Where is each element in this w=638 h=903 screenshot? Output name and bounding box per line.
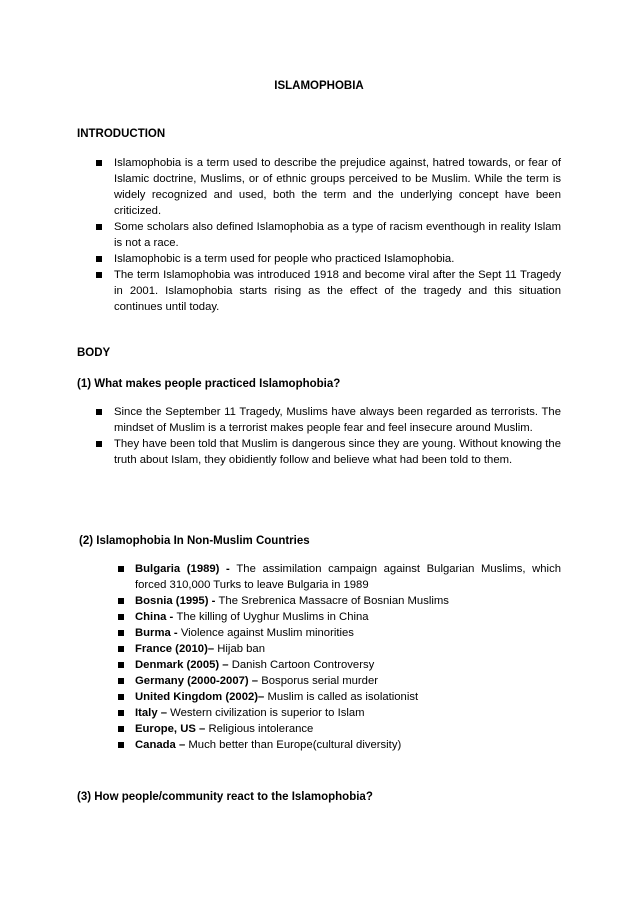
bullet-icon bbox=[118, 598, 124, 604]
body-heading: BODY bbox=[77, 347, 111, 359]
list-item: Burma - Violence against Muslim minorities bbox=[135, 625, 561, 641]
list-item: Bosnia (1995) - The Srebrenica Massacre of Bosnian Muslims bbox=[135, 593, 561, 609]
bullet-icon bbox=[118, 566, 124, 572]
bullet-icon bbox=[96, 160, 102, 166]
bullet-icon bbox=[118, 742, 124, 748]
list-item: Italy – Western civilization is superior to Islam bbox=[135, 705, 561, 721]
bullet-icon bbox=[96, 224, 102, 230]
list-item: Islamophobic is a term used for people who practiced Islamophobia. bbox=[114, 251, 561, 267]
list-item: Some scholars also defined Islamophobia as a type of racism eventhough in reality Islam is not a race. bbox=[114, 219, 561, 251]
list-item: Since the September 11 Tragedy, Muslims have always been regarded as terrorists. The mindset of Muslim is a terrorist makes people fear and feel insecure around Muslim. bbox=[114, 404, 561, 436]
list-item: China - The killing of Uyghur Muslims in China bbox=[135, 609, 561, 625]
list-item: France (2010)– Hijab ban bbox=[135, 641, 561, 657]
bullet-icon bbox=[96, 441, 102, 447]
introduction-list bbox=[114, 155, 561, 315]
list-item: United Kingdom (2002)– Muslim is called as isolationist bbox=[135, 689, 561, 705]
bullet-icon bbox=[118, 614, 124, 620]
bullet-icon bbox=[96, 409, 102, 415]
list-item: They have been told that Muslim is dangerous since they are young. Without knowing the truth about Islam, they obidiently follow and believe what had been told to them. bbox=[114, 436, 561, 468]
list-item: The term Islamophobia was introduced 1918 and become viral after the Sept 11 Tragedy in 2001. Islamophobia starts rising as the effect of the tragedy and this situation continues until today. bbox=[114, 267, 561, 315]
list-item: Germany (2000-2007) – Bosporus serial murder bbox=[135, 673, 561, 689]
document-title: ISLAMOPHOBIA bbox=[274, 80, 364, 92]
introduction-heading: INTRODUCTION bbox=[77, 128, 166, 140]
bullet-icon bbox=[96, 272, 102, 278]
bullet-icon bbox=[118, 710, 124, 716]
bullet-icon bbox=[118, 646, 124, 652]
list-item: Bulgaria (1989) - The assimilation campaign against Bulgarian Muslims, which forced 310,000 Turks to leave Bulgaria in 1989 bbox=[135, 561, 561, 593]
bullet-icon bbox=[118, 678, 124, 684]
bullet-icon bbox=[118, 662, 124, 668]
list-item: Europe, US – Religious intolerance bbox=[135, 721, 561, 737]
list-item: Canada – Much better than Europe(cultural diversity) bbox=[135, 737, 561, 753]
section1-heading: (1) What makes people practiced Islamophobia? bbox=[77, 378, 341, 390]
section1-list bbox=[114, 404, 561, 468]
section2-heading: (2) Islamophobia In Non-Muslim Countries bbox=[79, 535, 310, 547]
section3-heading: (3) How people/community react to the Islamophobia? bbox=[77, 791, 373, 803]
bullet-icon bbox=[118, 726, 124, 732]
bullet-icon bbox=[118, 694, 124, 700]
bullet-icon bbox=[96, 256, 102, 262]
bullet-icon bbox=[118, 630, 124, 636]
countries-list bbox=[135, 561, 561, 753]
list-item: Islamophobia is a term used to describe the prejudice against, hatred towards, or fear of Islamic doctrine, Muslims, or of ethnic groups perceived to be Muslim. While the term is widely recognized and used, both the term and the underlying concept have been criticized. bbox=[114, 155, 561, 219]
list-item: Denmark (2005) – Danish Cartoon Controversy bbox=[135, 657, 561, 673]
